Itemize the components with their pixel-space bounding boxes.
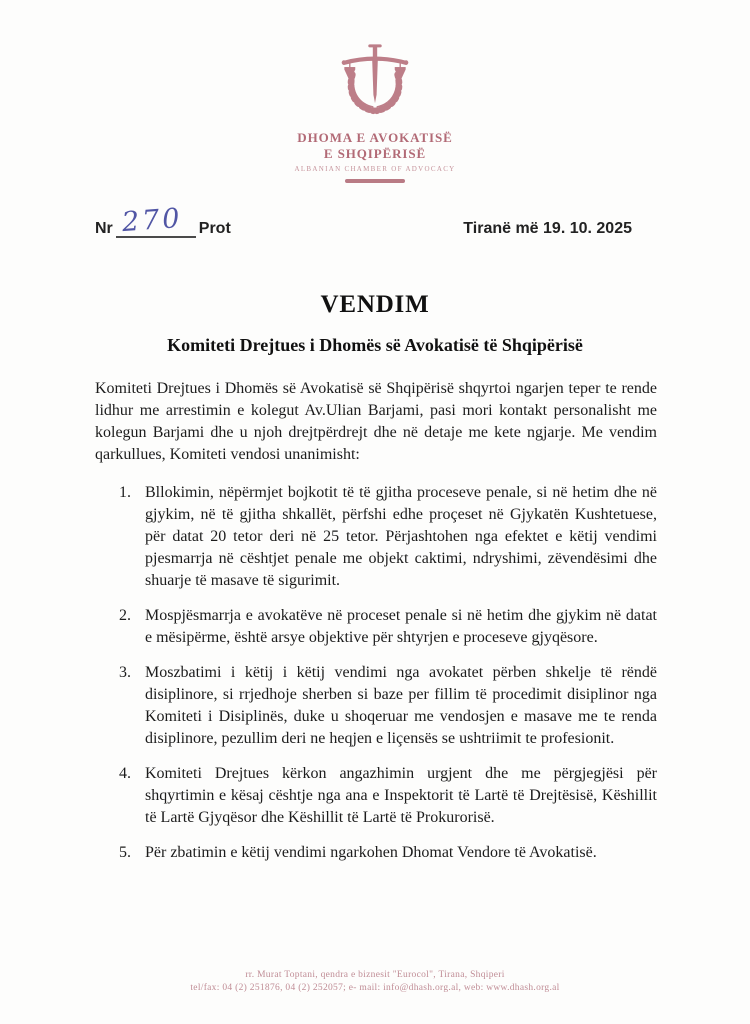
decision-text: Bllokimin, nëpërmjet bojkotit të të gjitha proceseve penale, si në hetim dhe në gjykim, në të gjitha shkallët, përfshi edhe proçeset në Gjykatën Kushtetuese, për datat 20 tetor deri në 25 tetor. Përjashtohen nga efektet e këtij vendimi pjesmarrja në cështjet penale me objekt caktimi, ndryshimi, zëvendësimi dhe shuarje të masave të sigurimit. bbox=[145, 484, 657, 589]
decision-item-2 bbox=[95, 605, 657, 649]
document-subtitle: Komiteti Drejtues i Dhomës së Avokatisë të Shqipërisë bbox=[167, 335, 583, 355]
protocol-number-underline bbox=[116, 202, 196, 239]
footer-address-line: rr. Murat Toptani, qendra e biznesit "Eurocol", Tirana, Shqiperi bbox=[245, 970, 505, 980]
footer-contact-line: tel/fax: 04 (2) 251876, 04 (2) 252057; e- mail: info@dhash.org.al, web: www.dhash.org.al bbox=[190, 983, 560, 993]
decision-text: Moszbatimi i këtij i këtij vendimi nga avokatet përben shkelje të rëndë disiplinore, si rrjedhoje sherben si baze per fillim të procedimit disiplinor nga Komiteti i Disiplinës, duke u shoqeruar me vendosjen e masave me te renda disiplinore, pezullim deri ne heqjen e liçensës se ushtriimit te profesionit. bbox=[145, 664, 657, 747]
decision-number: 1. bbox=[119, 484, 131, 501]
decision-number: 2. bbox=[119, 607, 131, 624]
decision-text: Për zbatimin e këtij vendimi ngarkohen Dhomat Vendore të Avokatisë. bbox=[145, 844, 597, 861]
decision-list bbox=[95, 482, 657, 877]
letterhead bbox=[0, 44, 750, 183]
org-name-english: ALBANIAN CHAMBER OF ADVOCACY bbox=[294, 165, 456, 173]
decision-item-5 bbox=[95, 842, 657, 864]
decision-item-1 bbox=[95, 482, 657, 592]
decision-number: 5. bbox=[119, 844, 131, 861]
decision-text: Mospjësmarrja e avokatëve në proceset penale si në hetim dhe gjykim në datat e mësipërme, është arsye objektive për shtyrjen e proceseve gjyqësore. bbox=[145, 607, 657, 646]
decision-number: 3. bbox=[119, 664, 131, 681]
decision-item-3 bbox=[95, 662, 657, 750]
handwritten-protocol-number: 270 bbox=[120, 202, 184, 239]
org-name-albanian-line1: DHOMA E AVOKATISË bbox=[297, 130, 453, 145]
justice-scales-sword-emblem-icon bbox=[333, 44, 417, 127]
dateline: Tiranë më 19. 10. 2025 bbox=[463, 220, 632, 237]
protocol-prefix-label: Nr bbox=[95, 220, 113, 237]
decision-number: 4. bbox=[119, 765, 131, 782]
document-title: VENDIM bbox=[320, 291, 430, 318]
intro-paragraph: Komiteti Drejtues i Dhomës së Avokatisë së Shqipërisë shqyrtoi ngarjen teper te rende lidhur me arrestimin e kolegut Av.Ulian Barjami, pasi mori kontakt personalisht me kolegun Barjami dhe u njoh drejtpërdrejt dhe në detaje me kete ngjarje. Me vendim qarkullues, Komiteti vendosi unanimisht: bbox=[95, 380, 657, 463]
letterhead-divider-bar bbox=[345, 179, 405, 183]
protocol-suffix-label: Prot bbox=[198, 220, 231, 237]
protocol-number bbox=[95, 202, 231, 239]
decision-item-4 bbox=[95, 763, 657, 829]
decision-text: Komiteti Drejtues kërkon angazhimin urgjent dhe me përgjegjësi për shqyrtimin e kësaj cështje nga ana e Inspektorit të Lartë të Drejtësisë, Këshillit të Lartë Gjyqësor dhe Këshillit të Lartë të Prokurorisë. bbox=[145, 765, 657, 826]
reference-row bbox=[95, 202, 632, 239]
letterhead-footer bbox=[0, 969, 750, 995]
org-name-albanian-line2: E SHQIPËRISË bbox=[323, 146, 427, 161]
